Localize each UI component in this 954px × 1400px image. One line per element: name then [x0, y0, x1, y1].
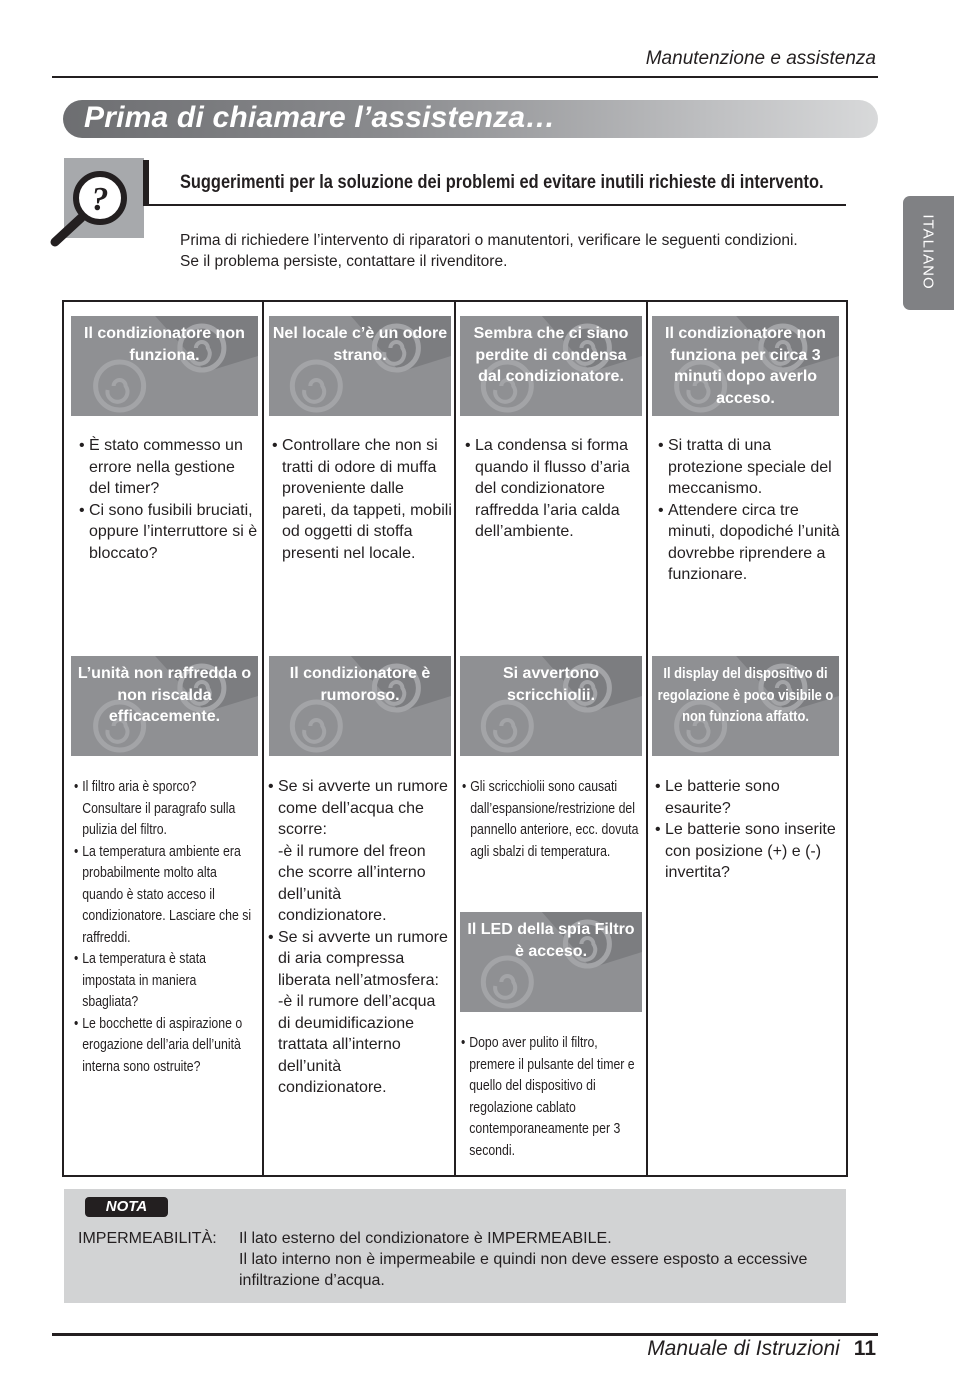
solution-item: • Si tratta di una protezione speciale del meccanismo. — [658, 435, 840, 500]
problem-card — [652, 316, 839, 416]
problem-title: Il LED della spia Filtro è acceso. — [467, 921, 635, 960]
problem-card — [269, 316, 451, 416]
solution-text — [79, 435, 259, 564]
solution-item: • Ci sono fusibili bruciati, oppure l’interruttore si è bloccato? — [79, 500, 259, 565]
problem-title: Sembra che ci siano perdite di condensa dal condizionatore. — [473, 325, 629, 385]
column-divider — [262, 300, 264, 1175]
solution-item: • Se si avverte un rumore di aria compressa liberata nell’atmosfera: — [268, 927, 451, 992]
problem-title: Nel locale c’è un odore strano. — [272, 325, 448, 364]
solution-text — [462, 776, 639, 862]
solution-text — [655, 776, 840, 884]
solution-text — [272, 435, 452, 564]
problem-card — [460, 912, 642, 1012]
solution-item: • Le batterie sono esaurite? — [655, 776, 840, 819]
problem-title: Si avvertono scricchiolii. — [502, 665, 600, 704]
page-number: 11 — [853, 1337, 876, 1360]
solution-item: • La condensa si forma quando il flusso d’aria del condizionatore raffredda l’aria calda dell’ambiente. — [465, 435, 641, 543]
intro-line: Prima di richiedere l’intervento di riparatori o manutentori, verificare le seguenti condizioni. — [180, 232, 798, 249]
solution-item: • Controllare che non si tratti di odore di muffa proveniente dalle pareti, da tappeti, mobili od oggetti di stoffa presenti nel locale. — [272, 435, 452, 564]
problem-card — [71, 656, 258, 756]
subheading-bar — [143, 160, 149, 206]
manual-name: Manuale di Istruzioni — [647, 1337, 840, 1360]
problem-card — [460, 316, 642, 416]
problem-card — [71, 316, 258, 416]
problem-title: Il condizionatore non funziona per circa 3 minuti dopo averlo acceso. — [665, 325, 826, 407]
svg-text:?: ? — [91, 181, 109, 218]
subheading: Suggerimenti per la soluzione dei problemi ed evitare inutili richieste di intervento. — [180, 171, 824, 193]
solution-item: • Le bocchette di aspirazione o erogazione dell’aria dell’unità interna sono ostruite? — [74, 1013, 253, 1078]
magnifier-question-icon — [50, 158, 150, 248]
solution-subitem: -è il rumore del freon che scorre all’interno dell’unità condizionatore. — [278, 842, 426, 924]
solution-item: • Gli scricchiolii sono causati dall’espansione/restrizione del pannello anteriore, ecc. dovuta agli sbalzi di temperatura. — [462, 776, 639, 862]
solution-text — [268, 776, 451, 1099]
footer-rule — [52, 1333, 878, 1336]
solution-item: • Dopo aver pulito il filtro, premere il pulsante del timer e quello del dispositivo di regolazione cablato contemporaneamente per 3 secondi. — [461, 1032, 641, 1161]
solution-item: • La temperatura ambiente era probabilmente molto alta quando è stato acceso il condizionatore. Lasciare che si raffreddi. — [74, 841, 253, 949]
intro-line: Se il problema persiste, contattare il rivenditore. — [180, 253, 508, 270]
problem-card — [652, 656, 839, 756]
note-text — [239, 1228, 829, 1291]
note-line: Il lato esterno del condizionatore è IMPERMEABILE. — [239, 1230, 612, 1247]
note-badge: NOTA — [85, 1197, 168, 1217]
problem-title: Il condizionatore è rumoroso. — [289, 665, 431, 704]
problem-title: Il condizionatore non funziona. — [84, 325, 245, 364]
solution-text — [74, 776, 253, 1077]
solution-text — [461, 1032, 641, 1161]
solution-item: • Se si avverte un rumore come dell’acqua che scorre: — [268, 776, 451, 841]
column-divider — [646, 300, 648, 1175]
section-header: Manutenzione e assistenza — [645, 48, 876, 69]
problem-card — [269, 656, 451, 756]
column-divider — [454, 300, 456, 1175]
problem-title: Il display del dispositivo di regolazione è poco visibile o non funziona affatto. — [657, 665, 834, 725]
solution-text — [465, 435, 641, 543]
solution-text — [658, 435, 840, 586]
note-label: IMPERMEABILITÀ: — [78, 1230, 217, 1247]
solution-item: • La temperatura è stata impostata in maniera sbagliata? — [74, 948, 253, 1013]
header-rule — [52, 76, 878, 78]
note-line: Il lato interno non è impermeabile e quindi non deve essere esposto a eccessive infiltrazione d’acqua. — [239, 1251, 808, 1289]
subheading-rule — [143, 204, 846, 206]
solution-item: • Le batterie sono inserite con posizione (+) e (-) invertita? — [655, 819, 840, 884]
solution-item: • Attendere circa tre minuti, dopodiché l’unità dovrebbe riprendere a funzionare. — [658, 500, 840, 586]
page-title: Prima di chiamare l’assistenza… — [84, 101, 556, 134]
intro-text — [180, 230, 860, 272]
footer — [647, 1337, 876, 1361]
language-tab-label: ITALIANO — [919, 214, 937, 290]
solution-item: • Il filtro aria è sporco?Consultare il paragrafo sulla pulizia del filtro. — [74, 776, 253, 841]
solution-item: • È stato commesso un errore nella gestione del timer? — [79, 435, 259, 500]
problem-title: L’unità non raffredda o non riscalda efficacemente. — [77, 665, 252, 725]
solution-subitem: -è il rumore dell’acqua di deumidificazione trattata all’interno dell’unità condizionatore. — [278, 993, 436, 1096]
problem-card — [460, 656, 642, 756]
